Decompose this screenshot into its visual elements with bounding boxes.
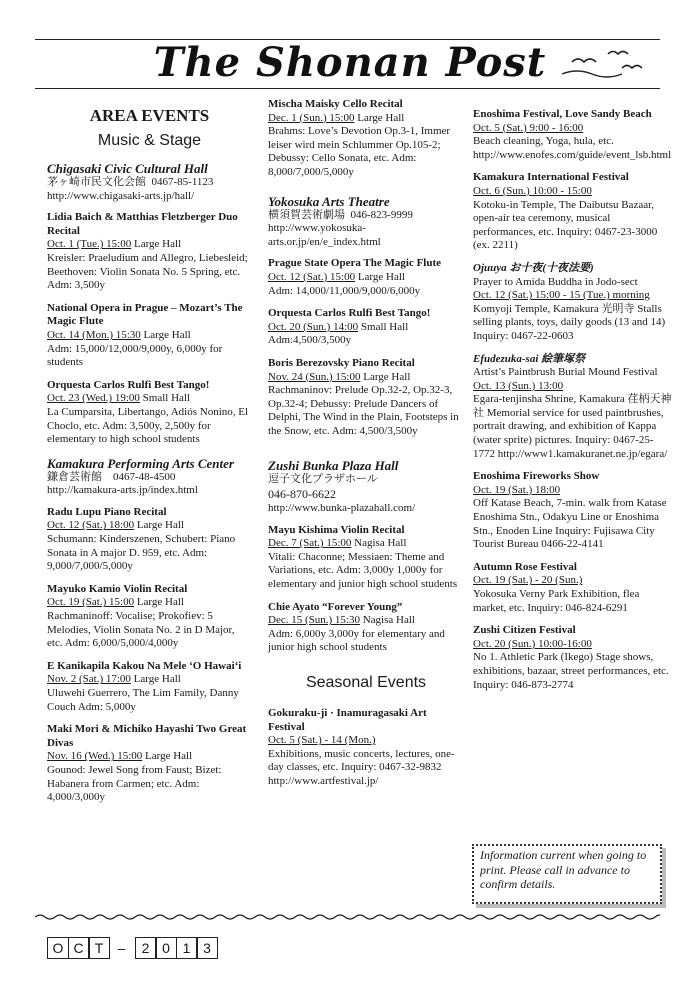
date-char: 3 [196, 937, 218, 959]
seasonal-events-title: Seasonal Events [305, 674, 427, 691]
seagull-icon [562, 44, 652, 80]
event-title: Zushi Citizen Festival [473, 624, 576, 637]
event-place: Large Hall [134, 596, 184, 609]
event-date: Oct. 12 (Sat.) 15:00 [268, 270, 356, 283]
info-notice-box: Information current when going to print. Please call in advance to confirm details. [472, 844, 662, 904]
wave-divider [35, 912, 660, 922]
event-date: Oct. 12 (Sat.) 15:00 - 15 (Tue.) morning [473, 289, 650, 302]
event-date: Oct. 20 (Sun.) 14:00 [268, 320, 359, 333]
event-details: Rachmaninov: Prelude Op.32-2, Op.32-3, Op.32-4; Debussy: Prelude Dancers of Delphi, The Wind in the Plain, Footsteps in the Snow, etc. Adm: 4,500/3,500y [268, 384, 459, 437]
event-title: Chie Ayato “Forever Young” [268, 600, 403, 613]
event-title: Autumn Rose Festival [473, 560, 577, 573]
venue-phone: 0467-85-1123 [151, 176, 214, 188]
event-date: Oct. 5 (Sat.) 9:00 - 16:00 [473, 121, 584, 134]
music-stage-title: Music & Stage [97, 132, 202, 149]
event-item [268, 357, 464, 439]
event-place: Large Hall [140, 328, 191, 341]
event-item [268, 707, 464, 789]
venue-jp-name: 鎌倉芸術館 [47, 470, 102, 483]
date-char: C [68, 937, 90, 959]
event-details: Adm:4,500/3,500y [268, 334, 352, 347]
event-place: Large Hall [134, 519, 184, 532]
event-details: Adm: 14,000/11,000/9,000/6,000y [268, 284, 421, 297]
venue-jp-name: 茅ヶ崎市民文化会館 [47, 176, 146, 188]
event-details: Kreisler: Praeludium and Allegro, Liebesleid; Beethoven: Violin Sonata No. 5 Spring, etc. Adm: 3,500y [47, 251, 248, 292]
event-date: Oct. 13 (Sun.) 13:00 [473, 379, 564, 392]
event-date: Oct. 6 (Sun.) 10:00 - 15:00 [473, 184, 592, 197]
event-details: Schumann: Kinderszenen, Schubert: Piano Sonata in A major D. 959, etc. Adm: 9,000/7,000/5,000y [47, 533, 236, 573]
event-place: Small Hall [139, 392, 191, 405]
event-date: Oct. 1 (Tue.) 15:00 [47, 238, 132, 251]
event-date: Nov. 2 (Sat.) 17:00 [47, 673, 131, 686]
venue-phone: 046-823-9999 [350, 208, 413, 221]
event-item [47, 211, 252, 293]
venue-name: Kamakura Performing Arts Center [47, 455, 234, 471]
event-details: Yokosuka Verny Park Exhibition, flea market, etc. Inquiry: 046-824-6291 [473, 588, 640, 614]
event-item [47, 723, 252, 805]
venue-chigasaki [47, 161, 252, 203]
event-details: La Cumparsita, Libertango, Adiós Nonino, El Choclo, etc. Adm: 3,500y, 2,500y for elementary to high school students [47, 405, 249, 446]
event-item [473, 624, 673, 692]
event-details: Adm: 6,000y 3,000y for elementary and junior high school students [268, 627, 445, 654]
date-char: O [47, 937, 69, 959]
event-title: Kamakura International Festival [473, 171, 629, 184]
issue-date [47, 935, 217, 960]
event-title: Mischa Maisky Cello Recital [268, 98, 403, 110]
venue-jp-name: 横須賀芸術劇場 [268, 208, 345, 221]
event-date: Oct. 19 (Sat.) - 20 (Sun.) [473, 574, 583, 587]
event-details: Brahms: Love’s Devotion Op.3-1, Immer leiser wird mein Schlummer Op.105-2; Debussy: Cello Sonata, etc. Adm: 8,000/7,000/5,000y [268, 125, 451, 178]
event-date: Oct. 14 (Mon.) 15:30 [47, 328, 141, 341]
event-details: Kotoku-in Temple, The Daibutsu Bazaar, open-air tea ceremony, musical performances, etc. Inquiry: 0467-23-3000 (ex. 2211) [473, 198, 658, 252]
event-place: Small Hall [358, 320, 409, 333]
venue-url[interactable]: http://kamakura-arts.jp/index.html [47, 484, 198, 497]
event-title: Lidia Baich & Matthias Fletzberger Duo Recital [47, 211, 238, 237]
event-details: Gounod: Jewel Song from Faust; Bizet: Habanera from Carmen; etc. Adm: 4,000/3,000y [47, 763, 222, 804]
event-date: Oct. 12 (Sat.) 18:00 [47, 519, 135, 532]
event-title: E Kanikapila Kakou Na Mele ‘O Hawai‘i [47, 659, 242, 672]
event-date: Oct. 23 (Wed.) 19:00 [47, 392, 140, 405]
event-title: Orquesta Carlos Rulfi Best Tango! [47, 378, 210, 391]
event-title: Enoshima Fireworks Show [473, 470, 600, 483]
venue-name: Zushi Bunka Plaza Hall [268, 458, 399, 474]
event-date: Nov. 16 (Wed.) 15:00 [47, 750, 143, 763]
event-details: Off Katase Beach, 7-min. walk from Katase Enoshima Stn., Odakyu Line or Enoshima Stn., Enoden Line Inquiry: Fujisawa City Tourist Bureau 0466-22-4141 [473, 497, 667, 551]
event-date: Oct. 19 (Sat.) 18:00 [473, 483, 561, 496]
event-details: Beach cleaning, Yoga, hula, etc. http://www.enofes.com/guide/event_lsb.html [473, 135, 672, 161]
date-char: T [88, 937, 110, 959]
event-details: Uluwehi Guerrero, The Lim Family, Danny Couch Adm: 5,000y [47, 687, 239, 713]
event-place: Large Hall [131, 238, 182, 251]
venue-name: Chigasaki Civic Cultural Hall [47, 161, 208, 176]
event-item [473, 353, 673, 462]
venue-jp-name: 逗子文化プラザホール [268, 473, 378, 486]
event-title: Maki Mori & Michiko Hayashi Two Great Divas [47, 723, 247, 749]
venue-url[interactable]: http://www.yokosuka-arts.or.jp/en/e_index.html [268, 222, 381, 248]
event-subtitle: Prayer to Amida Buddha in Jodo-sect [473, 275, 638, 288]
column-2 [268, 98, 464, 798]
event-date: Oct. 20 (Sun.) 10:00-16:00 [473, 637, 592, 650]
event-item [47, 379, 252, 447]
date-dash: – [117, 939, 126, 956]
column-3 [473, 108, 673, 701]
event-details: No 1. Athletic Park (Ikego) Stage shows, exhibitions, bazaar, street performances, etc. Inquiry: 046-873-2774 [473, 651, 669, 691]
event-details: Rachmaninoff: Vocalise; Prokofiev: 5 Melodies, Violin Sonata No. 2 in D Major, etc. Adm: 6,000/5,000/4,000y [47, 610, 235, 650]
venue-phone: 0467-48-4500 [113, 470, 176, 483]
event-title: Mayu Kishima Violin Recital [268, 523, 405, 536]
event-title: Gokuraku-ji · Inamuragasaki Art Festival [268, 707, 427, 733]
date-char: 0 [155, 937, 177, 959]
event-title: Enoshima Festival, Love Sandy Beach [473, 108, 652, 120]
event-details: Komyoji Temple, Kamakura 光明寺 Stalls selling plants, toys, daily goods (13 and 14) Inquiry: 0467-22-0603 [473, 302, 666, 342]
event-place: Nagisa Hall [351, 537, 407, 550]
event-item [473, 171, 673, 253]
venue-kamakura [47, 456, 252, 498]
event-details: Vitali: Chaconne; Messiaen: Theme and Variations, etc. Adm: 3,000y 1,000y for elementary and junior high school students [268, 550, 458, 591]
event-title: Efudezuka-sai 絵筆塚祭 [473, 352, 586, 365]
event-place: Large Hall [354, 111, 405, 124]
event-date: Dec. 7 (Sat.) 15:00 [268, 537, 352, 550]
event-title: Prague State Opera The Magic Flute [268, 257, 442, 270]
event-item [268, 601, 464, 655]
event-title: Boris Berezovsky Piano Recital [268, 356, 415, 369]
event-item [268, 307, 464, 348]
event-item [268, 98, 464, 180]
event-item [47, 506, 252, 574]
event-item [47, 583, 252, 651]
event-details: Egara-tenjinsha Shrine, Kamakura 荏柄天神社 Memorial service for used paintbrushes, portrait drawing, and exhibition of Kappa (water sprite) pictures. Inquiry: 0467-25-1772 http://www1.kamakuranet.ne.jp/egara/ [473, 393, 672, 460]
event-place: Large Hall [130, 673, 181, 686]
event-place: Large Hall [142, 750, 193, 763]
event-details: Exhibitions, music concerts, lectures, one-day classes, etc. Inquiry: 0467-32-9832 http://www.artfestival.jp/ [268, 747, 455, 787]
venue-url[interactable]: http://www.chigasaki-arts.jp/hall/ [47, 189, 195, 202]
venue-zushi [268, 458, 464, 515]
event-place: Nagisa Hall [359, 614, 415, 627]
event-date: Dec. 15 (Sun.) 15:30 [268, 614, 360, 627]
event-title: National Opera in Prague – Mozart’s The Magic Flute [47, 301, 243, 328]
event-subtitle: Artist’s Paintbrush Burial Mound Festival [473, 366, 658, 379]
venue-phone: 046-870-6622 [268, 487, 336, 502]
event-details: Adm: 15,000/12,000/9,000y, 6,000y for students [47, 342, 223, 369]
venue-url[interactable]: http://www.bunka-plazahall.com/ [268, 502, 416, 515]
date-char: 2 [135, 937, 157, 959]
event-item [47, 660, 252, 714]
event-title: Ojuuya お十夜(十夜法要) [473, 261, 594, 274]
event-title: Mayuko Kamio Violin Recital [47, 582, 188, 595]
event-item [268, 524, 464, 592]
column-1 [47, 98, 252, 814]
masthead-title: The Shonan Post [153, 39, 547, 86]
venue-name: Yokosuka Arts Theatre [268, 193, 390, 209]
event-title: Radu Lupu Piano Recital [47, 505, 167, 518]
venue-yokosuka [268, 194, 464, 250]
event-item [473, 262, 673, 344]
event-item [47, 302, 252, 370]
masthead-rule-bottom [35, 88, 660, 89]
event-date: Oct. 5 (Sat.) - 14 (Mon.) [268, 734, 376, 747]
date-char: 1 [176, 937, 198, 959]
event-date: Oct. 19 (Sat.) 15:00 [47, 596, 135, 609]
event-item [473, 470, 673, 552]
event-place: Large Hall [355, 270, 405, 283]
event-place: Large Hall [360, 370, 411, 383]
event-item [473, 108, 673, 162]
event-item [268, 257, 464, 298]
event-title: Orquesta Carlos Rulfi Best Tango! [268, 307, 431, 320]
event-date: Nov. 24 (Sun.) 15:00 [268, 370, 361, 383]
area-events-title: AREA EVENTS [89, 106, 210, 125]
event-date: Dec. 1 (Sun.) 15:00 [268, 111, 355, 124]
event-item [473, 561, 673, 615]
